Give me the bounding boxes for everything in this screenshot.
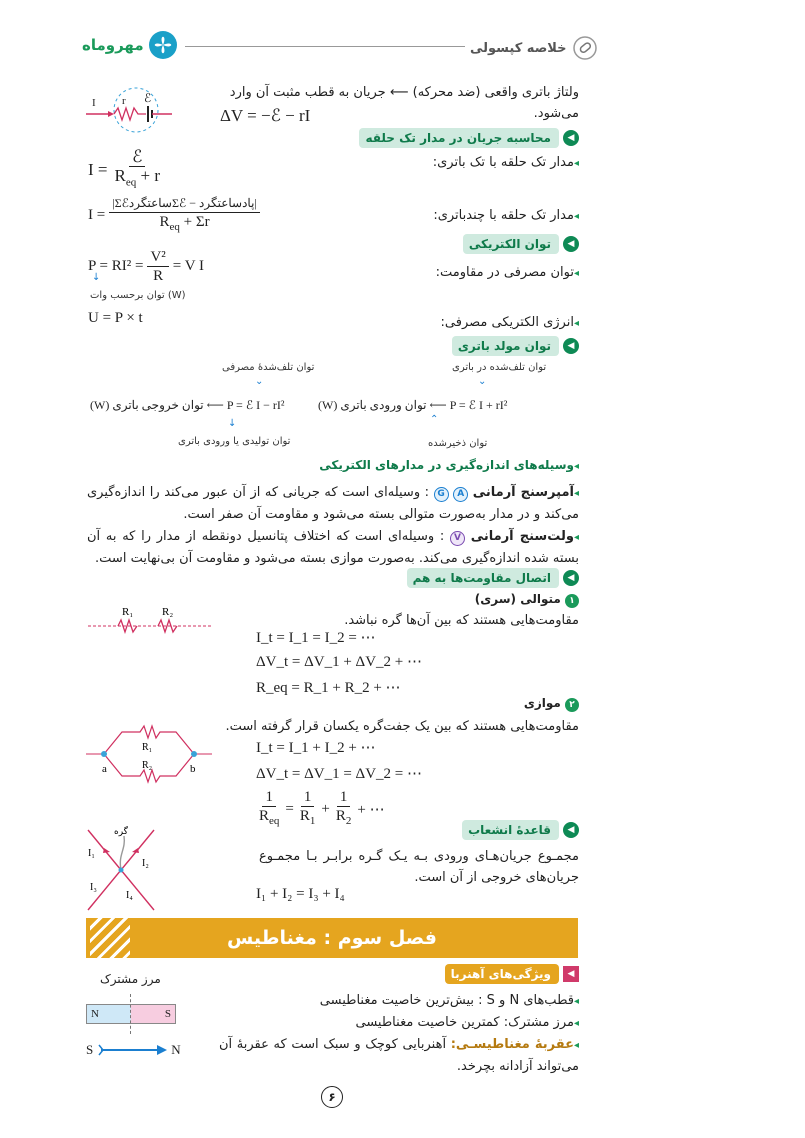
meters-title: ◂وسیله‌های اندازه‌گیری در مدارهای الکتریکی	[319, 458, 579, 472]
section-current	[359, 128, 579, 148]
junction-i3: I₃	[90, 882, 97, 893]
up-brace-icon-2: ⌄	[255, 376, 264, 387]
brand-logo	[82, 30, 178, 60]
junction-i1: I₁	[88, 848, 95, 859]
play-icon: ◀	[563, 966, 579, 982]
arrow-circle-icon: ◀	[563, 570, 579, 586]
current-b2: ◂مدار تک حلقه با چندباتری:	[433, 208, 579, 223]
ammeter-text: ◂آمپرسنج آرمانی A G : وسیله‌ای است که جریانی که از آن عبور می‌کند را اندازه‌گیری می‌کند و در مدار به‌صورت متوالی بسته می‌شود و مقاومت آن صفر است.	[87, 485, 579, 522]
series-heading: ۱ متوالی (سری)	[475, 592, 579, 608]
section-generator-title: توان مولد باتری	[452, 336, 559, 356]
gen-produced: توان تولیدی یا ورودی باتری	[178, 436, 291, 447]
arrow-circle-icon: ◀	[563, 822, 579, 838]
section-resistors-title: اتصال مقاومت‌ها به هم	[407, 568, 559, 588]
gen-loss-consumer: توان تلف‌شدهٔ مصرفی	[222, 362, 315, 373]
series-eq3: R_eq = R_1 + R_2 + ⋯	[256, 680, 401, 696]
power-unit-note: توان برحسب وات (W)	[90, 290, 186, 301]
header-rule	[185, 46, 465, 47]
parallel-text: مقاومت‌هایی هستند که بین یک جفت‌گره یکسان قرار گرفته است.	[225, 719, 579, 734]
junction-node-label: گره	[114, 827, 128, 837]
battery-diagram	[84, 84, 174, 134]
power-eq: P = RI² = $\frac{\text{V²}}{R}$ = V I	[88, 249, 205, 284]
power-b1: ◂توان مصرفی در مقاومت:	[435, 265, 579, 280]
voltmeter-label: ولت‌سنج آرمانی	[470, 529, 574, 544]
parallel-eq1: I_t = I_1 + I_2 + ⋯	[256, 740, 376, 756]
down-arrow-icon-2: ↓	[228, 418, 237, 429]
arrow-circle-icon: ◀	[563, 130, 579, 146]
junction-text: مجمـوع جریان‌هـای ورودی بـه یـک گـره برابـر بـا مجمـوع جریان‌های خروجی از آن است.	[259, 849, 579, 885]
series-text: مقاومت‌هایی هستند که بین آن‌ها گره نباشد.	[344, 613, 579, 628]
section-magnets-title: ویژگی‌های آهنربا	[445, 964, 559, 984]
capsule-icon	[573, 36, 597, 60]
parallel-r1: R₁	[142, 742, 153, 753]
arrow-circle-icon: ◀	[563, 236, 579, 252]
diag-r-label: r	[122, 95, 126, 107]
magnet-bar	[86, 1004, 176, 1024]
down-arrow-icon: ↓	[92, 272, 101, 283]
up-brace-icon: ⌄	[478, 376, 487, 387]
magnet-b1: ◂قطب‌های N و S : بیش‌ترین خاصیت مغناطیسی	[319, 993, 579, 1008]
diag-e-label: ℰ	[144, 91, 152, 105]
magnetic-needle-label: عقربهٔ مغناطیسـی:	[450, 1037, 574, 1052]
diag-I-label: I	[92, 97, 96, 109]
series-eq2: ΔV_t = ΔV_1 + ΔV_2 + ⋯	[256, 654, 422, 670]
ammeter-label: آمپرسنج آرمانی	[472, 485, 574, 500]
section-resistors	[407, 568, 579, 588]
border-line	[130, 994, 131, 1034]
parallel-heading: ۲ موازی	[524, 696, 579, 712]
down-brace-icon: ⌃	[430, 414, 439, 425]
node-a: a	[102, 763, 107, 775]
section-generator	[452, 336, 579, 356]
series-eq1: I_t = I_1 = I_2 = ⋯	[256, 630, 376, 646]
series-diagram	[88, 604, 212, 634]
galvanometer-icon: G	[434, 487, 449, 502]
energy-eq: U = P × t	[88, 310, 143, 326]
needle-s: S	[86, 1042, 94, 1057]
header	[0, 0, 805, 70]
section-title: خلاصه کپسولی	[470, 36, 597, 60]
banner-stripes	[90, 918, 130, 958]
voltmeter-icon: V	[450, 531, 465, 546]
series-r1: R₁	[122, 606, 134, 618]
gen-eq-right: (W) توان ورودی باتری ⟵ P = ℰ I + rI²	[318, 398, 508, 412]
border-label: مرز مشترک	[100, 972, 161, 986]
parallel-eq2: ΔV_t = ΔV_1 = ΔV_2 = ⋯	[256, 766, 422, 782]
node-b: b	[190, 763, 196, 775]
battery-eq: ΔV = −ℰ − rI	[220, 106, 311, 125]
series-r2: R₂	[162, 606, 174, 618]
magnet-b2: ◂مرز مشترک: کمترین خاصیت مغناطیسی	[355, 1015, 579, 1030]
ammeter-icon: A	[453, 487, 468, 502]
brand-name: مهروماه	[82, 36, 144, 54]
needle-arrow-icon	[97, 1043, 167, 1057]
chapter-title: فصل سوم : مغناطیس	[227, 927, 437, 949]
fan-icon	[148, 30, 178, 60]
current-eq1: I = $\frac{\text{ℰ}}{R_{eq} + r}$	[88, 147, 160, 189]
battery-text: ولتاژ باتری واقعی (ضد محرکه) ⟵ جریان به قطب مثبت آن وارد می‌شود.	[229, 85, 579, 121]
magnet-s-pole: S	[131, 1005, 175, 1023]
parallel-r2: R₂	[142, 760, 153, 771]
section-power-title: توان الکتریکی	[463, 234, 559, 254]
section-current-title: محاسبه جریان در مدار تک حلقه	[359, 128, 559, 148]
parallel-diagram	[86, 722, 212, 786]
section-junction	[462, 820, 579, 840]
current-eq2: I = $\frac{\text{|ΣℰساعتگردΣℰ − پادساعتگرد|}}{R_{eq} + \Sigma r}$	[88, 194, 260, 236]
current-b1: ◂مدار تک حلقه با تک باتری:	[432, 155, 579, 170]
junction-i4: I₄	[126, 890, 133, 901]
section-junction-title: قاعدهٔ انشعاب	[462, 820, 559, 840]
page-number: ۶	[321, 1086, 343, 1108]
power-b2: ◂انرژی الکتریکی مصرفی:	[440, 315, 579, 330]
magnet-n-pole: N	[87, 1005, 131, 1023]
gen-eq-left: (W) توان خروجی باتری ⟵ P = ℰ I − rI²	[90, 398, 285, 412]
voltmeter-text: ◂ولت‌سنج آرمانی V : وسیله‌ای است که اختلاف پتانسیل دونقطه از مدار را که به آن بسته شده اندازه‌گیری می‌کند. به‌صورت موازی بسته می‌شود و مقاومت آن بی‌نهایت است.	[87, 529, 579, 566]
junction-diagram	[86, 824, 156, 914]
arrow-circle-icon: ◀	[563, 338, 579, 354]
section-magnets	[445, 964, 579, 984]
section-power	[463, 234, 579, 254]
junction-i2: I₂	[142, 858, 149, 869]
magnet-b3: ◂عقربهٔ مغناطیسـی: آهنربایی کوچک و سبک است که عقربهٔ آن می‌تواند آزادانه بچرخد.	[219, 1037, 580, 1074]
gen-stored: توان ذخیرشده	[428, 438, 488, 449]
needle-n: N	[171, 1042, 181, 1057]
junction-eq: I₁ + I₂ = I₃ + I₄	[256, 886, 345, 902]
chapter-banner	[86, 918, 578, 958]
needle	[86, 1042, 181, 1058]
parallel-eq3: $\frac{1}{R_{eq}}$ = $\frac{1}{R_1}$ + $\frac{1}{R_2}$ + ⋯	[259, 789, 385, 827]
gen-loss-battery: توان تلف‌شده در باتری	[452, 362, 547, 373]
